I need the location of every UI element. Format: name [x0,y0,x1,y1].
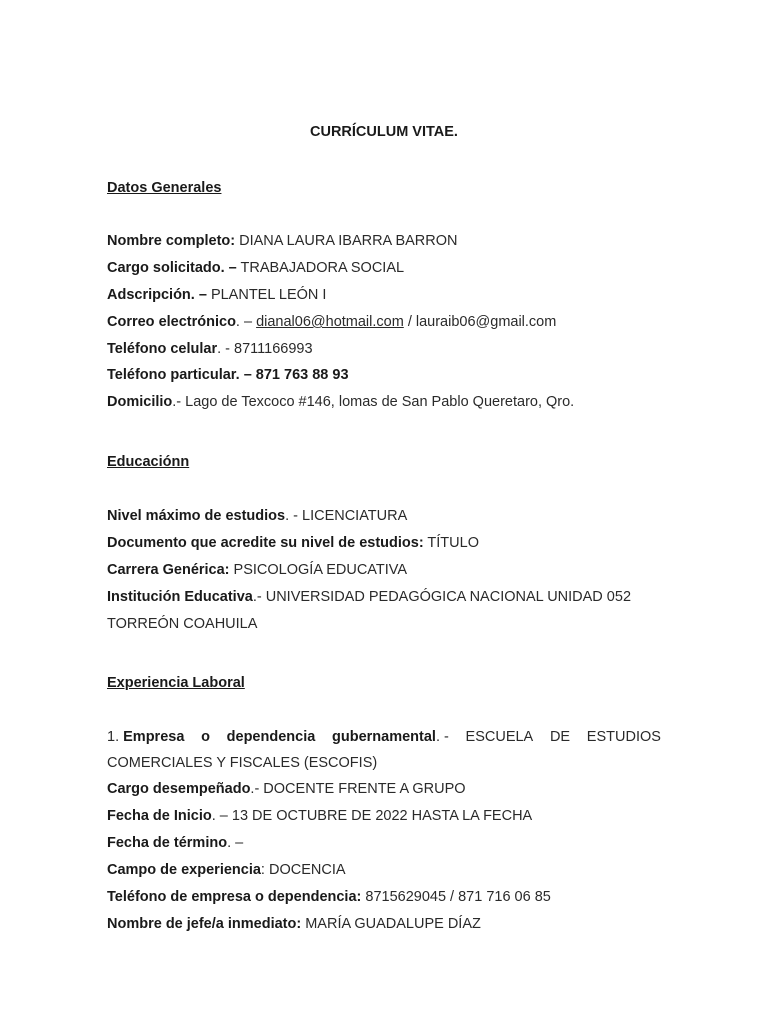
field-telefono-celular [107,340,661,358]
field-label-word: o [201,729,210,745]
field-value: .- UNIVERSIDAD PEDAGÓGICA NACIONAL UNIDAD 052 [252,589,632,605]
section-heading-datos-generales: Datos Generales [107,180,222,196]
field-value: . – 13 DE OCTUBRE DE 2022 HASTA LA FECHA [211,808,533,824]
field-adscripcion [107,286,661,304]
field-value: TORREÓN COAHUILA [107,616,258,632]
field-correo [107,313,661,331]
field-label: Correo electrónico [107,314,236,330]
field-value: TRABAJADORA SOCIAL [236,260,405,276]
field-label: Carrera Genérica: [107,562,230,578]
field-nivel-estudios [107,507,661,525]
document-title: CURRÍCULUM VITAE. [310,124,458,140]
field-value: DIANA LAURA IBARRA BARRON [235,233,458,249]
field-value-word: ESCUELA [465,729,534,745]
field-label: Domicilio [107,394,173,410]
field-value: 8715629045 / 871 716 06 85 [361,889,551,905]
field-nombre [107,232,661,250]
field-label: Cargo solicitado. – [107,260,237,276]
field-label: Fecha de término [107,835,228,851]
field-value: . - LICENCIATURA [285,508,408,524]
field-cargo-solicitado [107,259,661,277]
field-value: . – [227,835,244,851]
field-label: Adscripción. – [107,287,207,303]
field-value: COMERCIALES Y FISCALES (ESCOFIS) [107,755,378,771]
field-separator: . – [235,314,257,330]
field-label: Institución Educativa [107,589,253,605]
field-institucion [107,588,661,606]
section-heading-experiencia: Experiencia Laboral [107,675,245,691]
field-label: Nombre completo: [107,233,236,249]
field-label: Teléfono particular. – 871 763 88 93 [107,367,349,383]
field-value: PLANTEL LEÓN I [206,287,327,303]
field-carrera [107,561,661,579]
field-label: Teléfono de empresa o dependencia: [107,889,362,905]
field-empresa [107,728,661,746]
field-telefono-particular [107,366,661,384]
field-value: MARÍA GUADALUPE DÍAZ [301,916,481,932]
field-cargo-desempenado [107,780,661,798]
field-value-word: ESTUDIOS [586,729,661,745]
field-telefono-empresa [107,888,661,906]
field-label-word: dependencia [226,729,316,745]
field-institucion-cont [107,615,661,633]
field-value: TÍTULO [423,535,479,551]
field-value-word: DE [549,729,571,745]
field-fecha-inicio [107,807,661,825]
field-value: . - 8711166993 [217,341,313,357]
field-label: Campo de experiencia [107,862,261,878]
field-label: Cargo desempeñado [107,781,251,797]
field-label: Nombre de jefe/a inmediato: [107,916,302,932]
field-value: : DOCENCIA [260,862,346,878]
field-value: .- Lago de Texcoco #146, lomas de San Pablo Queretaro, Qro. [172,394,575,410]
field-documento [107,534,661,552]
field-domicilio [107,393,661,411]
field-value: .- DOCENTE FRENTE A GRUPO [250,781,466,797]
list-number: 1. Empresa [107,729,185,745]
field-value: / lauraib06@gmail.com [403,314,557,330]
field-label: Documento que acredite su nivel de estudios: [107,535,424,551]
field-fecha-termino [107,834,661,852]
field-label: Nivel máximo de estudios [107,508,286,524]
field-jefe-inmediato [107,915,661,933]
field-label-word: gubernamental. - [332,729,449,745]
section-heading-educacion: Educaciónn [107,454,190,470]
field-label: Teléfono celular [107,341,218,357]
email-link[interactable]: dianal06@hotmail.com [256,314,404,330]
field-label: Fecha de Inicio [107,808,212,824]
field-empresa-cont [107,754,661,772]
field-campo-experiencia [107,861,661,879]
field-value: PSICOLOGÍA EDUCATIVA [229,562,408,578]
